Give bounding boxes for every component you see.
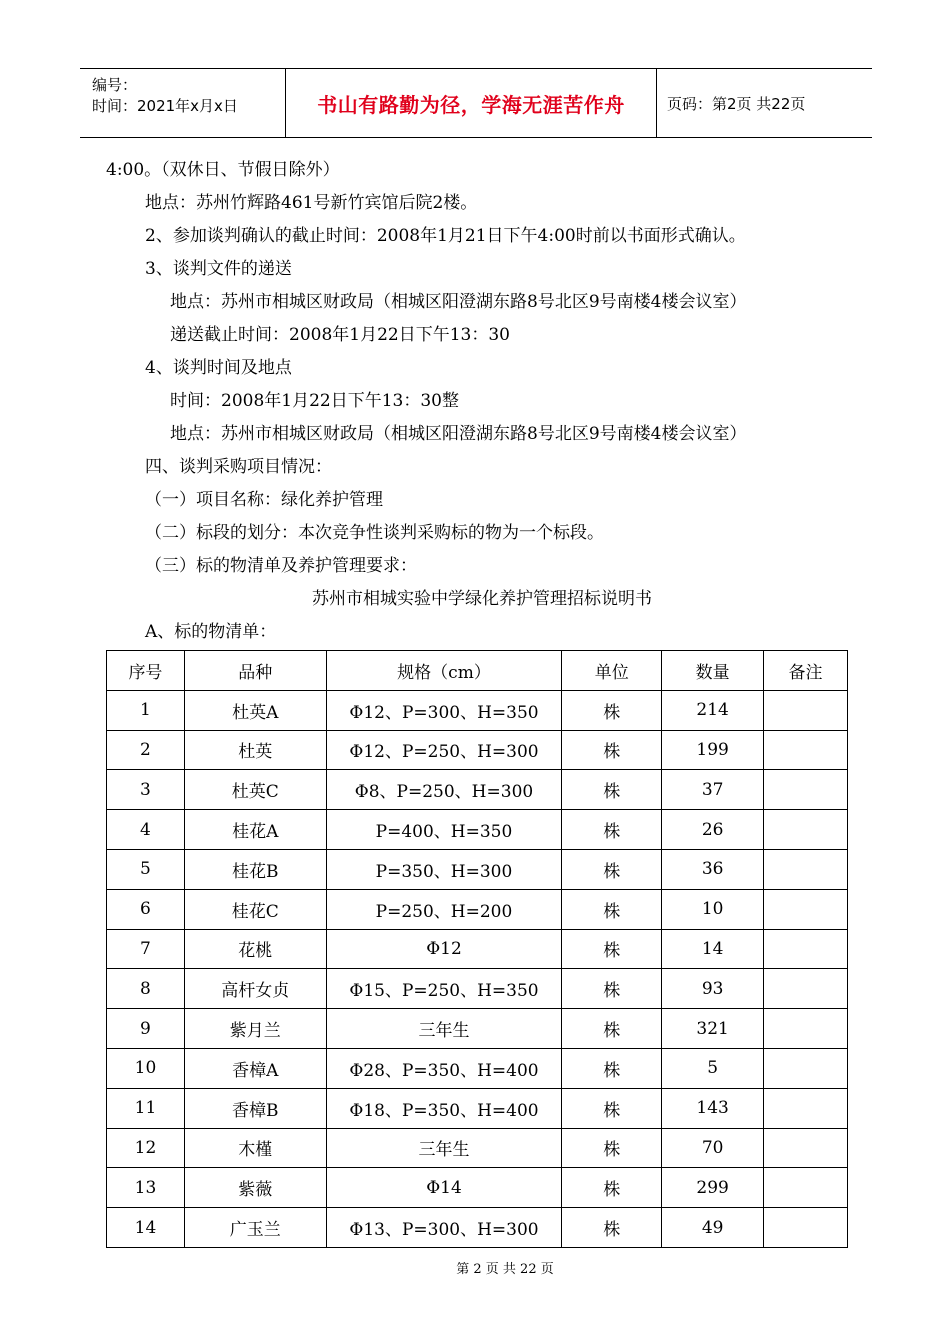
- cell-unit: 株: [562, 690, 662, 730]
- cell-index: 7: [107, 929, 185, 969]
- cell-remarks: [764, 889, 848, 929]
- cell-spec: Φ15、P=250、H=350: [326, 969, 562, 1009]
- table-row: [107, 730, 848, 770]
- cell-quantity: 36: [662, 849, 764, 889]
- table-row: [107, 690, 848, 730]
- cell-variety: 香樟B: [184, 1088, 326, 1128]
- cell-variety: 香樟A: [184, 1048, 326, 1088]
- cell-index: 14: [107, 1208, 185, 1248]
- cell-variety: 花桃: [184, 929, 326, 969]
- body-line: 递送截止时间：2008年1月22日下午13：30: [170, 325, 510, 345]
- table-row: [107, 1009, 848, 1049]
- cell-unit: 株: [562, 1168, 662, 1208]
- cell-variety: 广玉兰: [184, 1208, 326, 1248]
- cell-variety: 杜英A: [184, 690, 326, 730]
- cell-spec: Φ12、P=300、H=350: [326, 690, 562, 730]
- cell-variety: 高杆女贞: [184, 969, 326, 1009]
- cell-spec: Φ28、P=350、H=400: [326, 1048, 562, 1088]
- header-cell-spec: 规格（cm）: [326, 651, 562, 691]
- body-line: （三）标的物清单及养护管理要求：: [145, 556, 417, 576]
- cell-unit: 株: [562, 730, 662, 770]
- cell-spec: Φ18、P=350、H=400: [326, 1088, 562, 1128]
- cell-index: 11: [107, 1088, 185, 1128]
- cell-remarks: [764, 730, 848, 770]
- body-line: 4、谈判时间及地点: [145, 358, 292, 378]
- cell-unit: 株: [562, 889, 662, 929]
- cell-quantity: 14: [662, 929, 764, 969]
- cell-remarks: [764, 1009, 848, 1049]
- cell-remarks: [764, 770, 848, 810]
- cell-variety: 桂花A: [184, 810, 326, 850]
- cell-quantity: 93: [662, 969, 764, 1009]
- table-row: [107, 1168, 848, 1208]
- body-line: 地点：苏州竹辉路461号新竹宾馆后院2楼。: [145, 193, 478, 213]
- table-row: [107, 889, 848, 929]
- table-header-row: [107, 651, 848, 691]
- cell-spec: Φ14: [326, 1168, 562, 1208]
- cell-index: 10: [107, 1048, 185, 1088]
- header-right-cell: [657, 69, 872, 137]
- cell-remarks: [764, 1048, 848, 1088]
- table-row: [107, 1208, 848, 1248]
- body-line: 4:00。（双休日、节假日除外）: [106, 160, 340, 180]
- header-motto: 书山有路勤为径，学海无涯苦作舟: [317, 92, 625, 117]
- cell-spec: Φ12、P=250、H=300: [326, 730, 562, 770]
- table-row: [107, 929, 848, 969]
- cell-index: 4: [107, 810, 185, 850]
- body-line: 3、谈判文件的递送: [145, 259, 292, 279]
- header-cell-quantity: 数量: [662, 651, 764, 691]
- document-number-label: 编号：: [92, 76, 138, 94]
- cell-index: 5: [107, 849, 185, 889]
- cell-unit: 株: [562, 969, 662, 1009]
- cell-unit: 株: [562, 1128, 662, 1168]
- cell-remarks: [764, 969, 848, 1009]
- cell-index: 1: [107, 690, 185, 730]
- cell-remarks: [764, 690, 848, 730]
- body-line: 时间：2008年1月22日下午13：30整: [170, 391, 459, 411]
- body-line: 地点：苏州市相城区财政局（相城区阳澄湖东路8号北区9号南楼4楼会议室）: [170, 292, 747, 312]
- table-row: [107, 810, 848, 850]
- table-row: [107, 969, 848, 1009]
- table-row: [107, 849, 848, 889]
- cell-quantity: 37: [662, 770, 764, 810]
- cell-variety: 紫月兰: [184, 1009, 326, 1049]
- cell-index: 6: [107, 889, 185, 929]
- cell-remarks: [764, 1168, 848, 1208]
- table-row: [107, 1088, 848, 1128]
- body-line: 2、参加谈判确认的截止时间：2008年1月21日下午4:00时前以书面形式确认。: [145, 226, 746, 246]
- document-time-label: 时间：2021年x月x日: [92, 97, 238, 115]
- cell-quantity: 143: [662, 1088, 764, 1128]
- page-footer: 第 2 页 共 22 页: [456, 1262, 554, 1277]
- cell-variety: 桂花C: [184, 889, 326, 929]
- header-cell-index: 序号: [107, 651, 185, 691]
- cell-quantity: 70: [662, 1128, 764, 1168]
- cell-quantity: 5: [662, 1048, 764, 1088]
- cell-spec: P=400、H=350: [326, 810, 562, 850]
- cell-unit: 株: [562, 1208, 662, 1248]
- cell-quantity: 49: [662, 1208, 764, 1248]
- cell-variety: 杜英: [184, 730, 326, 770]
- cell-unit: 株: [562, 1009, 662, 1049]
- cell-variety: 紫薇: [184, 1168, 326, 1208]
- cell-unit: 株: [562, 1048, 662, 1088]
- header-cell-remarks: 备注: [764, 651, 848, 691]
- cell-variety: 杜英C: [184, 770, 326, 810]
- cell-quantity: 199: [662, 730, 764, 770]
- cell-spec: 三年生: [326, 1128, 562, 1168]
- cell-unit: 株: [562, 810, 662, 850]
- body-line: （一）项目名称：绿化养护管理: [145, 490, 383, 510]
- table-row: [107, 1048, 848, 1088]
- header-cell-variety: 品种: [184, 651, 326, 691]
- page-number-label: 页码：第2页 共22页: [667, 94, 806, 113]
- cell-variety: 木槿: [184, 1128, 326, 1168]
- cell-remarks: [764, 1208, 848, 1248]
- body-line: 地点：苏州市相城区财政局（相城区阳澄湖东路8号北区9号南楼4楼会议室）: [170, 424, 747, 444]
- cell-spec: Φ8、P=250、H=300: [326, 770, 562, 810]
- items-table: [106, 650, 848, 1248]
- body-line: 四、谈判采购项目情况：: [145, 457, 332, 477]
- cell-index: 13: [107, 1168, 185, 1208]
- cell-remarks: [764, 1088, 848, 1128]
- cell-quantity: 214: [662, 690, 764, 730]
- header-cell-unit: 单位: [562, 651, 662, 691]
- cell-quantity: 10: [662, 889, 764, 929]
- cell-quantity: 26: [662, 810, 764, 850]
- cell-index: 2: [107, 730, 185, 770]
- cell-quantity: 321: [662, 1009, 764, 1049]
- cell-unit: 株: [562, 849, 662, 889]
- page-header: [80, 68, 872, 138]
- cell-index: 8: [107, 969, 185, 1009]
- table-row: [107, 1128, 848, 1168]
- cell-unit: 株: [562, 929, 662, 969]
- body-line: A、标的物清单：: [145, 622, 277, 642]
- cell-spec: P=250、H=200: [326, 889, 562, 929]
- body-line: （二）标段的划分：本次竞争性谈判采购标的物为一个标段。: [145, 523, 604, 543]
- cell-remarks: [764, 1128, 848, 1168]
- cell-variety: 桂花B: [184, 849, 326, 889]
- header-left-cell: [80, 69, 285, 137]
- cell-remarks: [764, 929, 848, 969]
- cell-unit: 株: [562, 770, 662, 810]
- cell-quantity: 299: [662, 1168, 764, 1208]
- header-middle-cell: [285, 69, 657, 137]
- cell-spec: Φ12: [326, 929, 562, 969]
- cell-remarks: [764, 810, 848, 850]
- cell-index: 9: [107, 1009, 185, 1049]
- cell-spec: P=350、H=300: [326, 849, 562, 889]
- cell-spec: Φ13、P=300、H=300: [326, 1208, 562, 1248]
- table-row: [107, 770, 848, 810]
- cell-spec: 三年生: [326, 1009, 562, 1049]
- cell-remarks: [764, 849, 848, 889]
- table-caption: 苏州市相城实验中学绿化养护管理招标说明书: [312, 589, 652, 609]
- cell-unit: 株: [562, 1088, 662, 1128]
- cell-index: 12: [107, 1128, 185, 1168]
- cell-index: 3: [107, 770, 185, 810]
